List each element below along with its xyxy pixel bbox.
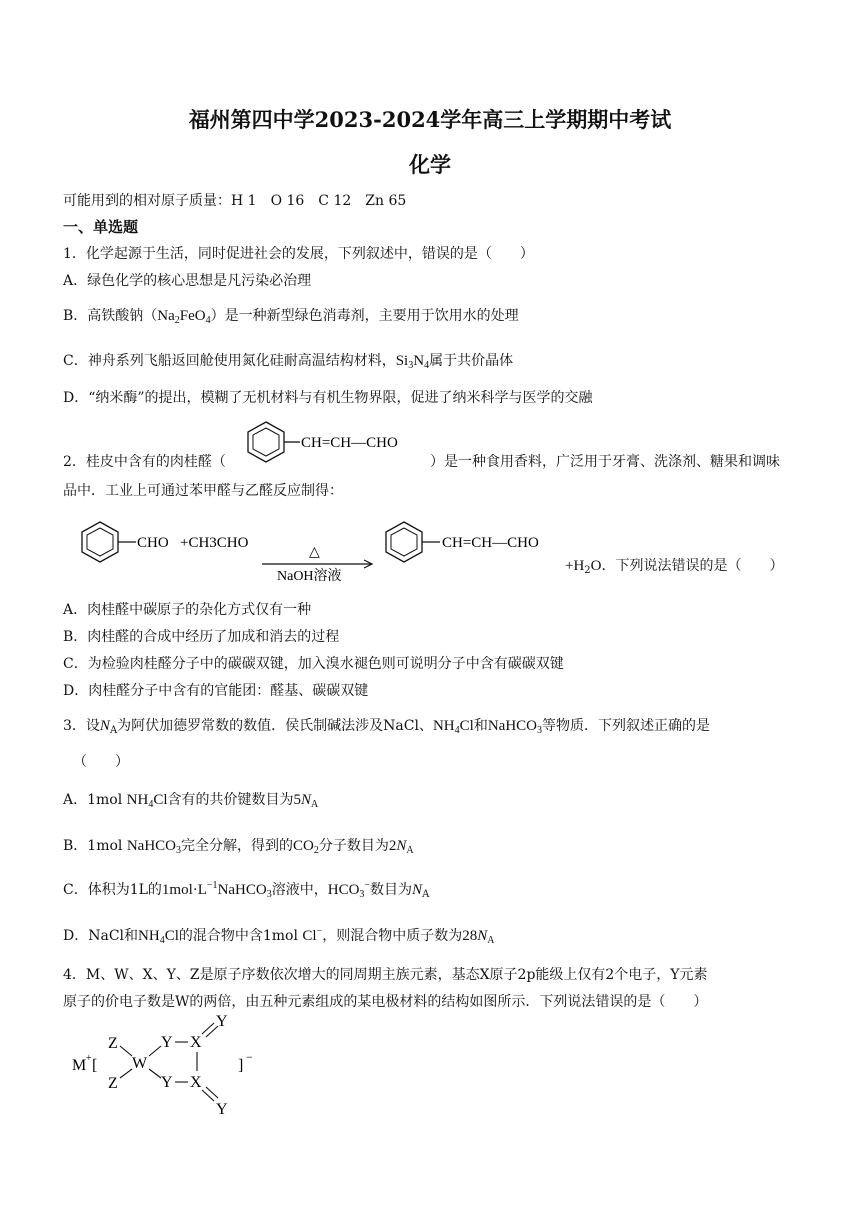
q3-option-d: D．NaCl和$NH_4Cl$的混合物中含1mol Cl−，则混合物中质子数为$28N_A$ [63,926,495,946]
q2-stem-tail: $+H_2O$．下列说法错误的是（ ） [565,558,784,576]
subject-title: 化学 [409,152,451,177]
label-x-upper: X [190,1034,202,1051]
q1-option-a: A．绿色化学的核心思想是凡污染必治理 [63,273,312,289]
q2-stem-start: 2．桂皮中含有的肉桂醛（ [63,454,226,470]
q4-stem: 4．M、W、X、Y、Z是原子序数依次增大的同周期主族元素，基态X原子2p能级上仅有2个电子，Y元素 [63,967,708,983]
q2-option-c: C．为检验肉桂醛分子中的碳碳双键，加入溴水褪色则可说明分子中含有碳碳双键 [63,656,564,672]
q2-option-d: D．肉桂醛分子中含有的官能团：醛基、碳碳双键 [63,683,369,699]
heat-condition: △ [309,545,320,560]
svg-text:]: ] [238,1057,244,1074]
q3-option-b: B．1mol NaHCO$_3$完全分解，得到的$CO_2$分子数目为$2N_A$ [63,838,414,856]
label-z-top: Z [108,1035,118,1052]
q1-option-b: B．高铁酸钠$(Na_2FeO_4)$是一种新型绿色消毒剂，主要用于饮用水的处理 [63,308,519,326]
label-y-top: Y [216,1013,228,1030]
q2-stem-end: ）是一种食用香料，广泛用于牙膏、洗涤剂、糖果和调味 [430,454,780,470]
q2-stem-line2: 品中．工业上可通过苯甲醛与乙醛反应制得： [63,483,343,499]
q2-option-a: A．肉桂醛中碳原子的杂化方式仅有一种 [63,602,312,618]
q2-option-b: B．肉桂醛的合成中经历了加成和消去的过程 [63,629,340,645]
electrode-material-structure [66,1010,286,1122]
q3-stem-line2: （ ） [73,754,129,770]
label-plus: + [86,1053,92,1064]
label-w: W [132,1055,148,1072]
q3-stem: 3．设$N_A$为阿伏加德罗常数的数值．侯氏制碱法涉及NaCl、$NH_4Cl$和NaHCO$_3$等物质．下列叙述正确的是 [63,718,710,736]
svg-text:[: [ [92,1057,98,1074]
label-z-bottom: Z [108,1075,118,1092]
q1-option-c: C．神舟系列飞船返回舱使用氮化硅耐高温结构材料，$Si_3N_4$属于共价晶体 [63,353,514,371]
label-x-lower: X [190,1074,202,1091]
q1-stem: 1．化学起源于生活，同时促进社会的发展，下列叙述中，错误的是（ ） [63,246,534,262]
reaction-scheme [66,514,566,586]
acetaldehyde-reactant: +CH3CHO [180,535,249,551]
cinnamaldehyde-structure [238,418,428,466]
naoh-condition: NaOH溶液 [277,569,342,584]
atomic-masses: 可能用到的相对原子质量：H 1 O 16 C 12 Zn 65 [63,193,407,209]
q3-option-a: A．1mol $NH_4Cl$含有的共价键数目为$5N_A$ [63,792,319,810]
label-minus: − [246,1050,253,1064]
product-side-chain: CH=CH—CHO [442,535,539,551]
label-y-upper: Y [161,1034,173,1051]
exam-title: 福州第四中学2023-2024学年高三上学期期中考试 [188,107,672,132]
label-y-lower: Y [161,1074,173,1091]
benzaldehyde-cho: CHO [137,535,169,551]
cinnamaldehyde-side-chain: CH=CH—CHO [301,435,398,451]
label-y-bottom: Y [216,1101,228,1118]
q3-option-c: C．体积为1L的$1mol\cdot L^{-1}NaHCO_3$溶液中，$HCO_3^-$数目为$N_A$ [63,880,430,900]
q4-stem-line2: 原子的价电子数是W的两倍，由五种元素组成的某电极材料的结构如图所示．下列说法错误的是（ ） [63,994,708,1010]
q1-option-d: D．“纳米酶”的提出，模糊了无机材料与有机生物界限，促进了纳米科学与医学的交融 [63,390,593,406]
section-heading: 一、单选题 [63,218,139,236]
label-m: M [72,1057,87,1074]
